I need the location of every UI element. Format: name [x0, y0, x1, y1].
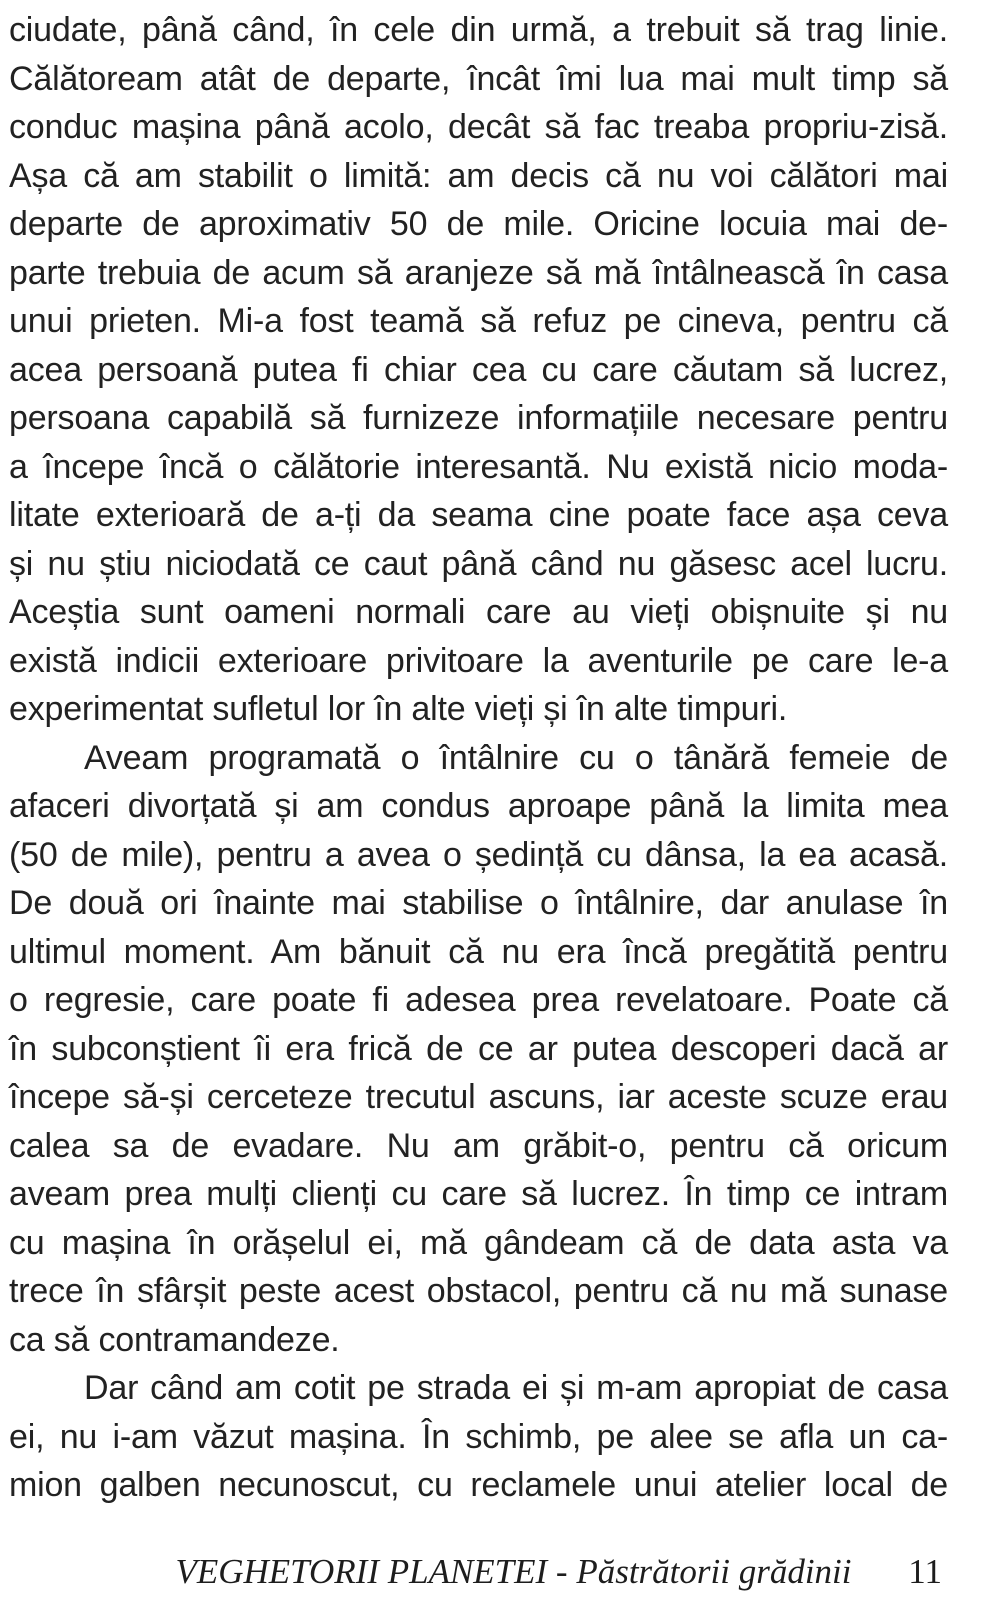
text-line: și nu știu niciodată ce caut până când nu găsesc acel lucru.: [9, 544, 948, 583]
text-line: trece în sfârșit peste acest obstacol, pentru că nu mă sunase: [9, 1272, 948, 1310]
text-line: aveam prea mulți clienți cu care să lucrez. În timp ce intram: [9, 1175, 948, 1213]
text-line-paragraph-start: Dar când am cotit pe strada ei și m-am apropiat de casa: [84, 1369, 948, 1407]
text-line: cu mașina în orășelul ei, mă gândeam că de data asta va: [9, 1223, 948, 1262]
text-line-paragraph-end: ca să contramandeze.: [9, 1320, 340, 1359]
text-line: De două ori înainte mai stabilise o întâlnire, dar anulase în: [9, 884, 948, 922]
body-text: [9, 6, 948, 1510]
text-line: mion galben necunoscut, cu reclamele unui atelier local de: [9, 1466, 948, 1504]
text-line: ciudate, până când, în cele din urmă, a trebuit să trag linie.: [9, 11, 948, 49]
text-line: începe să-și cerceteze trecutul ascuns, iar aceste scuze erau: [9, 1078, 948, 1116]
text-line: calea sa de evadare. Nu am grăbit-o, pentru că oricum: [9, 1126, 948, 1165]
text-line: acea persoană putea fi chiar cea cu care căutam să lucrez,: [9, 350, 948, 389]
text-line: unui prieten. Mi-a fost teamă să refuz pe cineva, pentru că: [9, 302, 948, 340]
page-number: 11: [908, 1552, 942, 1591]
text-line: în subconștient îi era frică de ce ar putea descoperi dacă ar: [9, 1029, 948, 1068]
text-line: litate exterioară de a-ți da seama cine poate face așa ceva: [9, 496, 948, 534]
text-line: afaceri divorțată și am condus aproape până la limita mea: [9, 787, 948, 825]
text-line: conduc mașina până acolo, decât să fac treaba propriu-zisă.: [9, 108, 948, 146]
text-line: ei, nu i-am văzut mașina. În schimb, pe alee se afla un ca-: [9, 1417, 948, 1456]
text-line: Aceștia sunt oameni normali care au vieți obișnuite și nu: [9, 593, 948, 631]
page-footer: [9, 1549, 948, 1595]
text-line: departe de aproximativ 50 de mile. Oricine locuia mai de-: [9, 205, 948, 243]
text-line-paragraph-end: experimentat sufletul lor în alte vieți și în alte timpuri.: [9, 690, 788, 728]
text-line: ultimul moment. Am bănuit că nu era încă pregătită pentru: [9, 932, 948, 971]
text-line: Călătoream atât de departe, încât îmi lua mai mult timp să: [9, 59, 948, 98]
text-line: există indicii exterioare privitoare la aventurile pe care le-a: [9, 641, 948, 680]
text-line: persoana capabilă să furnizeze informațiile necesare pentru: [9, 399, 948, 437]
running-title: VEGHETORII PLANETEI - Păstrătorii grădinii: [175, 1552, 852, 1591]
text-line: o regresie, care poate fi adesea prea revelatoare. Poate că: [9, 981, 948, 1019]
text-line: parte trebuia de acum să aranjeze să mă întâlnească în casa: [9, 253, 948, 292]
text-line: (50 de mile), pentru a avea o ședință cu dânsa, la ea acasă.: [9, 835, 948, 874]
text-line: Așa că am stabilit o limită: am decis că nu voi călători mai: [9, 156, 948, 195]
text-line-paragraph-start: Aveam programată o întâlnire cu o tânără femeie de: [84, 738, 948, 777]
text-line: a începe încă o călătorie interesantă. Nu există nicio moda-: [9, 447, 948, 486]
